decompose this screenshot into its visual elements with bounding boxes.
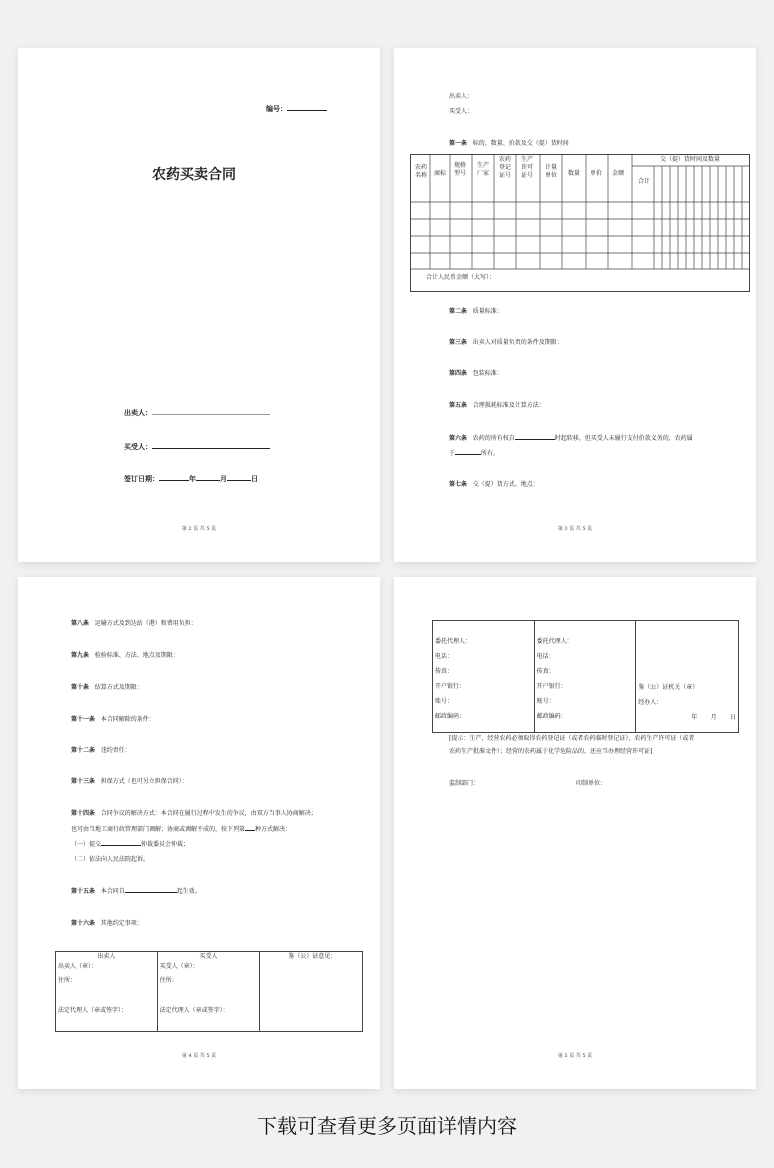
page-footer: 第 5 页 共 5 页 <box>557 1053 593 1059</box>
license-note-line1: [提示：生产、经营农药必须取得农药登记证（或者农药临时登记证）、农药生产许可证（或者 <box>449 735 695 742</box>
buyer-agent-cell: 委托代理人： 电话： 传真： 开户银行： 账号： 邮政编码： <box>534 621 636 733</box>
printer-label: 印制单位： <box>576 780 607 787</box>
article-14-line2: 也可由当地工商行政管理部门调解；协商或调解不成的，按下列第 种方式解决： <box>71 826 292 833</box>
page-footer: 第 2 页 共 5 页 <box>181 526 217 532</box>
page-footer: 第 3 页 共 5 页 <box>557 526 593 532</box>
col-header: 生产许可证号 <box>520 156 533 179</box>
article-11: 第十一条 本合同解除的条件： <box>71 716 155 723</box>
col-header: 农药名称 <box>414 164 427 179</box>
subtotal-header: 合计 <box>638 178 651 185</box>
article-4: 第四条 包装标准： <box>449 370 503 377</box>
page-articles-1 <box>394 48 756 562</box>
total-row-label: 合计人民币金额（大写）： <box>426 274 496 281</box>
buyer-sign-cell: 买受人 买受人（章）： 住所： 法定代理人（章或签字）： <box>157 952 260 1032</box>
col-header: 数量 <box>568 170 581 177</box>
article-1: 第一条 标的、数量、价款及交（提）货时间 <box>449 140 569 147</box>
seller-label: 出卖人： <box>449 93 474 100</box>
sign-date-line: 签订日期： 年 月 日 <box>124 474 258 483</box>
agent-table <box>432 620 739 733</box>
license-note-line2: 农药生产批准文件）；经营的农药属于化学危险品的，还应当办理经营许可证] <box>449 748 653 755</box>
col-header: 生产厂家 <box>476 162 489 177</box>
article-6-cont: 于 所有。 <box>449 450 500 457</box>
supervisor-label: 监制部门： <box>449 780 480 787</box>
notary-seal-cell: 鉴（公）证机关（章） 经办人： 年 月 日 <box>636 621 739 733</box>
col-header: 计量单位 <box>544 164 557 179</box>
article-14: 第十四条 合同争议的解决方式：本合同在履行过程中发生的争议，由双方当事人协商解决； <box>71 810 317 817</box>
article-6: 第六条 农药的所有权自 时起转移，但买受人未履行支付价款义务的，农药属 <box>449 435 693 442</box>
article-10: 第十条 结算方式及期限： <box>71 684 143 691</box>
download-caption: 下载可查看更多页面详情内容 <box>257 1114 517 1138</box>
article-7: 第七条 交（提）货方式、地点： <box>449 481 539 488</box>
serial-label: 编号： <box>266 104 327 113</box>
signature-table <box>55 951 363 1032</box>
notary-cell: 鉴（公）证意见： <box>260 952 363 1032</box>
seller-agent-cell: 委托代理人： 电话： 传真： 开户银行： 账号： 邮政编码： <box>433 621 535 733</box>
seller-line: 出卖人： <box>124 408 270 417</box>
article-5: 第五条 合理损耗标准及计算方法： <box>449 402 545 409</box>
page-articles-2 <box>18 577 380 1089</box>
page-agent-info <box>394 577 756 1089</box>
delivery-header: 交（提）货时间及数量 <box>660 156 721 163</box>
article-3: 第三条 出卖人对质量负责的条件及期限： <box>449 339 563 346</box>
article-15: 第十五条 本合同自 起生效。 <box>71 888 201 895</box>
article-12: 第十二条 违约责任： <box>71 747 131 754</box>
col-header: 规格型号 <box>454 162 467 177</box>
article-16: 第十六条 其他约定事项： <box>71 920 143 927</box>
article-2: 第二条 质量标准： <box>449 308 503 315</box>
col-header: 单价 <box>590 170 603 177</box>
page-footer: 第 4 页 共 5 页 <box>181 1053 217 1059</box>
contract-title: 农药买卖合同 <box>152 167 236 183</box>
article-8: 第八条 运输方式及到达站（港）和费用负担： <box>71 620 197 627</box>
goods-table <box>410 154 750 292</box>
article-9: 第九条 检验标准、方法、地点及期限： <box>71 652 179 659</box>
goods-table-grid <box>410 154 750 292</box>
buyer-label: 买受人： <box>449 108 474 115</box>
col-header: 农药登记证号 <box>498 156 511 179</box>
col-header: 金额 <box>612 170 625 177</box>
col-header: 商标 <box>434 170 447 177</box>
seller-sign-cell: 出卖人 出卖人（章）： 住所： 法定代理人（章或签字）： <box>56 952 158 1032</box>
buyer-line: 买受人： <box>124 442 270 451</box>
page-cover <box>18 48 380 562</box>
article-14-option1: （一）提交 仲裁委员会仲裁； <box>71 841 190 848</box>
article-13: 第十三条 担保方式（也可另立担保合同）： <box>71 778 188 785</box>
article-14-option2: （二）依法向人民法院起诉。 <box>71 856 150 863</box>
